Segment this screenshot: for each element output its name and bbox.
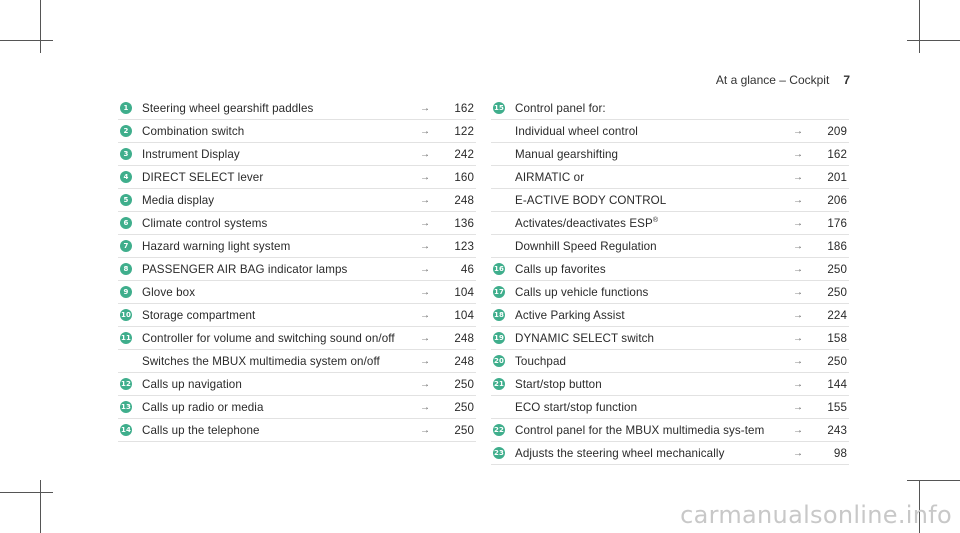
item-number-badge: 17 xyxy=(493,286,505,298)
badge-slot xyxy=(491,447,515,459)
arrow-icon: → xyxy=(420,218,431,229)
index-row xyxy=(491,97,849,120)
item-label: Individual wheel control xyxy=(515,125,638,138)
index-row xyxy=(491,212,849,235)
arrow-icon: → xyxy=(793,333,804,344)
page-reference[interactable]: 46 xyxy=(460,263,474,276)
arrow-icon: → xyxy=(793,126,804,137)
badge-slot xyxy=(118,286,142,298)
badge-slot xyxy=(118,309,142,321)
item-number-badge: 7 xyxy=(120,240,132,252)
item-number-badge: 1 xyxy=(120,102,132,114)
item-label: Start/stop button xyxy=(515,378,602,391)
header-page-number: 7 xyxy=(843,73,850,87)
badge-slot xyxy=(118,194,142,206)
item-label: AIRMATIC or xyxy=(515,171,585,184)
arrow-icon: → xyxy=(420,149,431,160)
arrow-icon: → xyxy=(793,149,804,160)
arrow-icon: → xyxy=(420,195,431,206)
item-label: Control panel for the MBUX multimedia sys-tem xyxy=(515,424,765,437)
page-reference[interactable]: 250 xyxy=(827,263,847,276)
arrow-icon: → xyxy=(793,287,804,298)
index-row xyxy=(118,97,476,120)
index-row xyxy=(118,396,476,419)
page-reference[interactable]: 160 xyxy=(454,171,474,184)
page-reference[interactable]: 104 xyxy=(454,309,474,322)
item-label: Controller for volume and switching sound on/off xyxy=(142,332,395,345)
index-row xyxy=(118,212,476,235)
item-label: Control panel for: xyxy=(515,102,606,115)
page-reference[interactable]: 250 xyxy=(827,286,847,299)
index-row xyxy=(118,258,476,281)
page-reference[interactable]: 136 xyxy=(454,217,474,230)
page-reference[interactable]: 162 xyxy=(454,102,474,115)
item-label: E-ACTIVE BODY CONTROL xyxy=(515,194,667,207)
crop-mark xyxy=(919,0,920,53)
item-number-badge: 21 xyxy=(493,378,505,390)
arrow-icon: → xyxy=(420,103,431,114)
arrow-icon: → xyxy=(420,126,431,137)
page-reference[interactable]: 250 xyxy=(454,378,474,391)
badge-slot xyxy=(118,148,142,160)
item-label: Switches the MBUX multimedia system on/off xyxy=(142,355,380,368)
item-label: Calls up radio or media xyxy=(142,401,264,414)
badge-slot xyxy=(491,102,515,114)
item-label: Calls up navigation xyxy=(142,378,242,391)
index-row xyxy=(491,166,849,189)
arrow-icon: → xyxy=(420,402,431,413)
crop-mark xyxy=(40,480,41,533)
page-reference[interactable]: 176 xyxy=(827,217,847,230)
item-label: Manual gearshifting xyxy=(515,148,619,161)
page-reference[interactable]: 98 xyxy=(833,447,847,460)
arrow-icon: → xyxy=(793,241,804,252)
right-column xyxy=(491,97,849,465)
watermark: carmanualsonline.info xyxy=(680,501,952,529)
index-row xyxy=(118,120,476,143)
badge-slot xyxy=(491,424,515,436)
item-number-badge: 16 xyxy=(493,263,505,275)
item-label: Active Parking Assist xyxy=(515,309,625,322)
index-row xyxy=(491,442,849,465)
index-row xyxy=(491,396,849,419)
page-reference[interactable]: 158 xyxy=(827,332,847,345)
item-label: Hazard warning light system xyxy=(142,240,291,253)
index-row xyxy=(118,166,476,189)
crop-mark xyxy=(0,492,53,493)
badge-slot xyxy=(491,332,515,344)
item-number-badge: 19 xyxy=(493,332,505,344)
page-reference[interactable]: 209 xyxy=(827,125,847,138)
arrow-icon: → xyxy=(793,425,804,436)
item-label: Climate control systems xyxy=(142,217,268,230)
page-reference[interactable]: 122 xyxy=(454,125,474,138)
badge-slot xyxy=(118,263,142,275)
item-number-badge: 10 xyxy=(120,309,132,321)
index-row xyxy=(118,419,476,442)
arrow-icon: → xyxy=(420,379,431,390)
left-column xyxy=(118,97,476,442)
badge-slot xyxy=(491,309,515,321)
badge-slot xyxy=(118,125,142,137)
arrow-icon: → xyxy=(793,172,804,183)
item-label: Activates/deactivates ESP® xyxy=(515,217,659,230)
item-label: Glove box xyxy=(142,286,196,299)
badge-slot xyxy=(491,378,515,390)
badge-slot xyxy=(491,355,515,367)
item-label: Instrument Display xyxy=(142,148,240,161)
item-number-badge: 13 xyxy=(120,401,132,413)
item-number-badge: 2 xyxy=(120,125,132,137)
index-row xyxy=(491,235,849,258)
item-label: Storage compartment xyxy=(142,309,256,322)
page-reference[interactable]: 250 xyxy=(454,401,474,414)
badge-slot xyxy=(118,332,142,344)
badge-slot xyxy=(118,240,142,252)
item-label: DYNAMIC SELECT switch xyxy=(515,332,655,345)
page-reference[interactable]: 250 xyxy=(454,424,474,437)
page-reference[interactable]: 248 xyxy=(454,355,474,368)
arrow-icon: → xyxy=(793,264,804,275)
badge-slot xyxy=(118,102,142,114)
item-number-badge: 9 xyxy=(120,286,132,298)
index-row xyxy=(491,143,849,166)
page-reference[interactable]: 162 xyxy=(827,148,847,161)
index-row xyxy=(118,373,476,396)
item-number-badge: 15 xyxy=(493,102,505,114)
badge-slot xyxy=(118,401,142,413)
item-label: Combination switch xyxy=(142,125,245,138)
item-label: Downhill Speed Regulation xyxy=(515,240,657,253)
arrow-icon: → xyxy=(793,402,804,413)
badge-slot xyxy=(491,263,515,275)
badge-slot xyxy=(491,286,515,298)
page-reference[interactable]: 224 xyxy=(827,309,847,322)
crop-mark xyxy=(0,40,53,41)
index-row xyxy=(491,189,849,212)
index-row xyxy=(118,350,476,373)
index-row xyxy=(118,189,476,212)
item-number-badge: 14 xyxy=(120,424,132,436)
badge-slot xyxy=(118,378,142,390)
page-reference[interactable]: 243 xyxy=(827,424,847,437)
page-reference[interactable]: 186 xyxy=(827,240,847,253)
page-reference[interactable]: 242 xyxy=(454,148,474,161)
page-reference[interactable]: 201 xyxy=(827,171,847,184)
badge-slot xyxy=(118,217,142,229)
index-row xyxy=(491,304,849,327)
arrow-icon: → xyxy=(420,333,431,344)
item-label: Media display xyxy=(142,194,215,207)
item-number-badge: 3 xyxy=(120,148,132,160)
index-row xyxy=(118,327,476,350)
arrow-icon: → xyxy=(793,218,804,229)
arrow-icon: → xyxy=(793,195,804,206)
page-reference[interactable]: 144 xyxy=(827,378,847,391)
arrow-icon: → xyxy=(793,379,804,390)
page-reference[interactable]: 248 xyxy=(454,332,474,345)
item-number-badge: 8 xyxy=(120,263,132,275)
badge-slot xyxy=(118,424,142,436)
item-label: ECO start/stop function xyxy=(515,401,638,414)
page-reference[interactable]: 123 xyxy=(454,240,474,253)
item-label: Steering wheel gearshift paddles xyxy=(142,102,314,115)
item-number-badge: 12 xyxy=(120,378,132,390)
arrow-icon: → xyxy=(420,425,431,436)
item-label: Calls up vehicle functions xyxy=(515,286,649,299)
item-number-badge: 23 xyxy=(493,447,505,459)
page-reference[interactable]: 248 xyxy=(454,194,474,207)
item-number-badge: 11 xyxy=(120,332,132,344)
crop-mark xyxy=(40,0,41,53)
arrow-icon: → xyxy=(793,356,804,367)
index-row xyxy=(118,304,476,327)
crop-mark xyxy=(907,480,960,481)
badge-slot xyxy=(118,171,142,183)
index-row xyxy=(118,143,476,166)
index-row xyxy=(118,281,476,304)
page-reference[interactable]: 104 xyxy=(454,286,474,299)
arrow-icon: → xyxy=(420,241,431,252)
item-label: Touchpad xyxy=(515,355,567,368)
index-row xyxy=(491,419,849,442)
item-number-badge: 6 xyxy=(120,217,132,229)
page-reference[interactable]: 250 xyxy=(827,355,847,368)
item-number-badge: 18 xyxy=(493,309,505,321)
item-number-badge: 20 xyxy=(493,355,505,367)
arrow-icon: → xyxy=(793,448,804,459)
arrow-icon: → xyxy=(420,287,431,298)
page-reference[interactable]: 155 xyxy=(827,401,847,414)
registered-mark: ® xyxy=(652,217,659,225)
page-reference[interactable]: 206 xyxy=(827,194,847,207)
page-header xyxy=(716,73,850,87)
arrow-icon: → xyxy=(420,264,431,275)
arrow-icon: → xyxy=(420,356,431,367)
item-number-badge: 22 xyxy=(493,424,505,436)
arrow-icon: → xyxy=(420,310,431,321)
index-row xyxy=(491,281,849,304)
index-row xyxy=(491,327,849,350)
header-title: At a glance – Cockpit xyxy=(715,73,830,87)
arrow-icon: → xyxy=(420,172,431,183)
item-label: Adjusts the steering wheel mechanically xyxy=(515,447,725,460)
item-label: DIRECT SELECT lever xyxy=(142,171,264,184)
item-number-badge: 4 xyxy=(120,171,132,183)
index-row xyxy=(491,373,849,396)
index-row xyxy=(118,235,476,258)
item-label: Calls up favorites xyxy=(515,263,606,276)
item-label: PASSENGER AIR BAG indicator lamps xyxy=(142,263,348,276)
arrow-icon: → xyxy=(793,310,804,321)
index-row xyxy=(491,258,849,281)
item-number-badge: 5 xyxy=(120,194,132,206)
index-row xyxy=(491,120,849,143)
item-label: Calls up the telephone xyxy=(142,424,260,437)
crop-mark xyxy=(907,40,960,41)
index-row xyxy=(491,350,849,373)
